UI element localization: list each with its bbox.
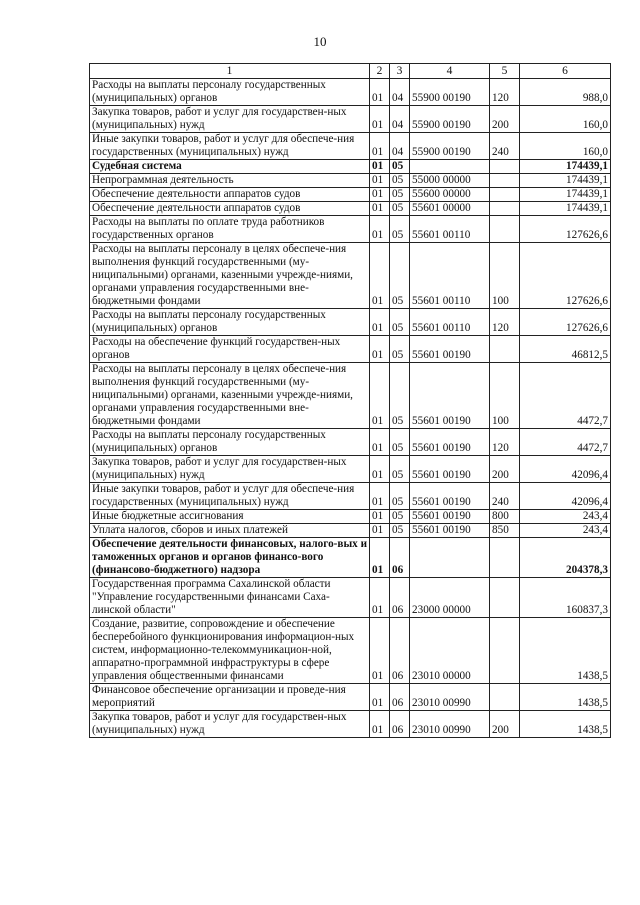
- cell-section: 01: [370, 133, 390, 160]
- cell-subsection: 05: [390, 309, 410, 336]
- cell-name: Уплата налогов, сборов и иных платежей: [90, 524, 370, 538]
- cell-amount: 160837,3: [520, 578, 611, 618]
- cell-name: Расходы на выплаты персоналу государственных (муниципальных) органов: [90, 429, 370, 456]
- cell-subsection: 05: [390, 174, 410, 188]
- cell-amount: 4472,7: [520, 429, 611, 456]
- cell-name: Иные бюджетные ассигнования: [90, 510, 370, 524]
- cell-amount: 1438,5: [520, 711, 611, 738]
- cell-subsection: 05: [390, 336, 410, 363]
- table-row: [90, 336, 611, 363]
- cell-target-article: [410, 160, 490, 174]
- cell-section: 01: [370, 618, 390, 684]
- cell-amount: 204378,3: [520, 538, 611, 578]
- cell-name: Судебная система: [90, 160, 370, 174]
- table-row: [90, 174, 611, 188]
- cell-expense-type: [490, 188, 520, 202]
- table-row: [90, 538, 611, 578]
- cell-expense-type: 200: [490, 711, 520, 738]
- cell-amount: 1438,5: [520, 684, 611, 711]
- cell-target-article: 55601 00190: [410, 510, 490, 524]
- cell-amount: 42096,4: [520, 456, 611, 483]
- cell-section: 01: [370, 524, 390, 538]
- cell-section: 01: [370, 336, 390, 363]
- cell-section: 01: [370, 202, 390, 216]
- cell-section: 01: [370, 106, 390, 133]
- cell-name: Иные закупки товаров, работ и услуг для обеспече-ния государственных (муниципальных) нужд: [90, 483, 370, 510]
- page-number: 10: [313, 34, 327, 49]
- table-row: [90, 524, 611, 538]
- cell-target-article: 55601 00000: [410, 202, 490, 216]
- cell-section: 01: [370, 79, 390, 106]
- cell-amount: 174439,1: [520, 160, 611, 174]
- cell-target-article: 55601 00190: [410, 363, 490, 429]
- cell-expense-type: [490, 538, 520, 578]
- cell-name: Обеспечение деятельности аппаратов судов: [90, 188, 370, 202]
- cell-amount: 46812,5: [520, 336, 611, 363]
- cell-target-article: 55601 00110: [410, 216, 490, 243]
- table-row: [90, 79, 611, 106]
- cell-name: Создание, развитие, сопровождение и обеспечение бесперебойного функционирования информацион-ных систем, информационно-телекоммуникацион-ной, аппаратно-программной инфраструктуры в сфере управления общественными финансами: [90, 618, 370, 684]
- cell-amount: 160,0: [520, 106, 611, 133]
- cell-target-article: 55601 00110: [410, 243, 490, 309]
- cell-subsection: 06: [390, 538, 410, 578]
- header-row: [90, 64, 611, 79]
- cell-expense-type: 240: [490, 483, 520, 510]
- table-row: [90, 711, 611, 738]
- cell-section: 01: [370, 456, 390, 483]
- cell-section: 01: [370, 160, 390, 174]
- table-row: [90, 106, 611, 133]
- cell-subsection: 05: [390, 216, 410, 243]
- table-row: [90, 188, 611, 202]
- cell-target-article: 55601 00190: [410, 429, 490, 456]
- cell-expense-type: [490, 336, 520, 363]
- cell-name: Государственная программа Сахалинской области "Управление государственными финансами Саха-линской области": [90, 578, 370, 618]
- cell-section: 01: [370, 538, 390, 578]
- budget-table: [89, 63, 611, 738]
- cell-section: 01: [370, 309, 390, 336]
- cell-amount: 42096,4: [520, 483, 611, 510]
- cell-section: 01: [370, 243, 390, 309]
- cell-subsection: 05: [390, 202, 410, 216]
- header-col-2: 2: [370, 64, 390, 79]
- cell-name: Закупка товаров, работ и услуг для государствен-ных (муниципальных) нужд: [90, 456, 370, 483]
- cell-subsection: 05: [390, 483, 410, 510]
- cell-amount: 127626,6: [520, 216, 611, 243]
- cell-section: 01: [370, 363, 390, 429]
- cell-name: Обеспечение деятельности финансовых, налого-вых и таможенных органов и органов финансо-вого (финансово-бюджетного) надзора: [90, 538, 370, 578]
- table-row: [90, 202, 611, 216]
- cell-target-article: 55601 00190: [410, 483, 490, 510]
- cell-expense-type: 200: [490, 456, 520, 483]
- cell-section: 01: [370, 216, 390, 243]
- cell-target-article: 55900 00190: [410, 133, 490, 160]
- cell-expense-type: 120: [490, 429, 520, 456]
- cell-amount: 4472,7: [520, 363, 611, 429]
- cell-amount: 174439,1: [520, 188, 611, 202]
- cell-amount: 1438,5: [520, 618, 611, 684]
- table-row: [90, 243, 611, 309]
- table-row: [90, 309, 611, 336]
- cell-name: Финансовое обеспечение организации и проведе-ния мероприятий: [90, 684, 370, 711]
- cell-target-article: 55601 00190: [410, 524, 490, 538]
- cell-name: Расходы на выплаты персоналу государственных (муниципальных) органов: [90, 309, 370, 336]
- table-row: [90, 578, 611, 618]
- cell-name: Расходы на выплаты персоналу государственных (муниципальных) органов: [90, 79, 370, 106]
- cell-name: Расходы на выплаты персоналу в целях обеспече-ния выполнения функций государственными (му-ниципальными) органами, казенными учрежде-ниями, органами управления государственными вне-бюджетными фондами: [90, 243, 370, 309]
- cell-subsection: 04: [390, 106, 410, 133]
- cell-expense-type: [490, 578, 520, 618]
- cell-subsection: 05: [390, 188, 410, 202]
- cell-target-article: 55601 00190: [410, 456, 490, 483]
- header-col-6: 6: [520, 64, 611, 79]
- cell-expense-type: [490, 618, 520, 684]
- cell-target-article: 55900 00190: [410, 79, 490, 106]
- cell-expense-type: [490, 684, 520, 711]
- table-row: [90, 216, 611, 243]
- table-row: [90, 483, 611, 510]
- cell-subsection: 04: [390, 133, 410, 160]
- cell-name: Расходы на выплаты персоналу в целях обеспече-ния выполнения функций государственными (му-ниципальными) органами, казенными учрежде-ниями, органами управления государственными вне-бюджетными фондами: [90, 363, 370, 429]
- table-row: [90, 510, 611, 524]
- cell-section: 01: [370, 188, 390, 202]
- cell-section: 01: [370, 578, 390, 618]
- cell-name: Иные закупки товаров, работ и услуг для обеспече-ния государственных (муниципальных) нужд: [90, 133, 370, 160]
- cell-target-article: 55900 00190: [410, 106, 490, 133]
- header-col-5: 5: [490, 64, 520, 79]
- cell-expense-type: 120: [490, 79, 520, 106]
- cell-amount: 243,4: [520, 524, 611, 538]
- cell-expense-type: 120: [490, 309, 520, 336]
- cell-amount: 127626,6: [520, 309, 611, 336]
- cell-amount: 174439,1: [520, 202, 611, 216]
- cell-name: Расходы на выплаты по оплате труда работников государственных органов: [90, 216, 370, 243]
- cell-expense-type: [490, 160, 520, 174]
- table-row: [90, 133, 611, 160]
- cell-expense-type: 100: [490, 243, 520, 309]
- cell-target-article: 23010 00990: [410, 711, 490, 738]
- cell-expense-type: 240: [490, 133, 520, 160]
- table-row: [90, 684, 611, 711]
- cell-amount: 174439,1: [520, 174, 611, 188]
- cell-section: 01: [370, 711, 390, 738]
- cell-target-article: 23010 00000: [410, 618, 490, 684]
- cell-expense-type: 100: [490, 363, 520, 429]
- cell-target-article: 23000 00000: [410, 578, 490, 618]
- cell-expense-type: 200: [490, 106, 520, 133]
- cell-subsection: 05: [390, 524, 410, 538]
- table-row: [90, 160, 611, 174]
- cell-amount: 988,0: [520, 79, 611, 106]
- header-col-4: 4: [410, 64, 490, 79]
- table-row: [90, 618, 611, 684]
- cell-target-article: 55601 00110: [410, 309, 490, 336]
- cell-subsection: 06: [390, 711, 410, 738]
- cell-section: 01: [370, 174, 390, 188]
- cell-subsection: 05: [390, 429, 410, 456]
- cell-name: Обеспечение деятельности аппаратов судов: [90, 202, 370, 216]
- header-col-3: 3: [390, 64, 410, 79]
- cell-expense-type: 850: [490, 524, 520, 538]
- cell-section: 01: [370, 684, 390, 711]
- cell-subsection: 05: [390, 160, 410, 174]
- cell-target-article: [410, 538, 490, 578]
- cell-subsection: 05: [390, 510, 410, 524]
- cell-target-article: 23010 00990: [410, 684, 490, 711]
- cell-expense-type: 800: [490, 510, 520, 524]
- cell-expense-type: [490, 202, 520, 216]
- cell-subsection: 06: [390, 578, 410, 618]
- cell-name: Расходы на обеспечение функций государствен-ных органов: [90, 336, 370, 363]
- table-row: [90, 429, 611, 456]
- cell-target-article: 55601 00190: [410, 336, 490, 363]
- cell-amount: 127626,6: [520, 243, 611, 309]
- cell-target-article: 55600 00000: [410, 188, 490, 202]
- cell-subsection: 05: [390, 456, 410, 483]
- cell-subsection: 04: [390, 79, 410, 106]
- cell-section: 01: [370, 483, 390, 510]
- cell-expense-type: [490, 216, 520, 243]
- cell-subsection: 06: [390, 618, 410, 684]
- table-row: [90, 456, 611, 483]
- cell-section: 01: [370, 429, 390, 456]
- cell-subsection: 05: [390, 243, 410, 309]
- cell-subsection: 05: [390, 363, 410, 429]
- cell-name: Закупка товаров, работ и услуг для государствен-ных (муниципальных) нужд: [90, 711, 370, 738]
- cell-expense-type: [490, 174, 520, 188]
- cell-section: 01: [370, 510, 390, 524]
- header-col-1: 1: [90, 64, 370, 79]
- table-row: [90, 363, 611, 429]
- cell-amount: 160,0: [520, 133, 611, 160]
- cell-amount: 243,4: [520, 510, 611, 524]
- cell-subsection: 06: [390, 684, 410, 711]
- cell-name: Непрограммная деятельность: [90, 174, 370, 188]
- cell-name: Закупка товаров, работ и услуг для государствен-ных (муниципальных) нужд: [90, 106, 370, 133]
- cell-target-article: 55000 00000: [410, 174, 490, 188]
